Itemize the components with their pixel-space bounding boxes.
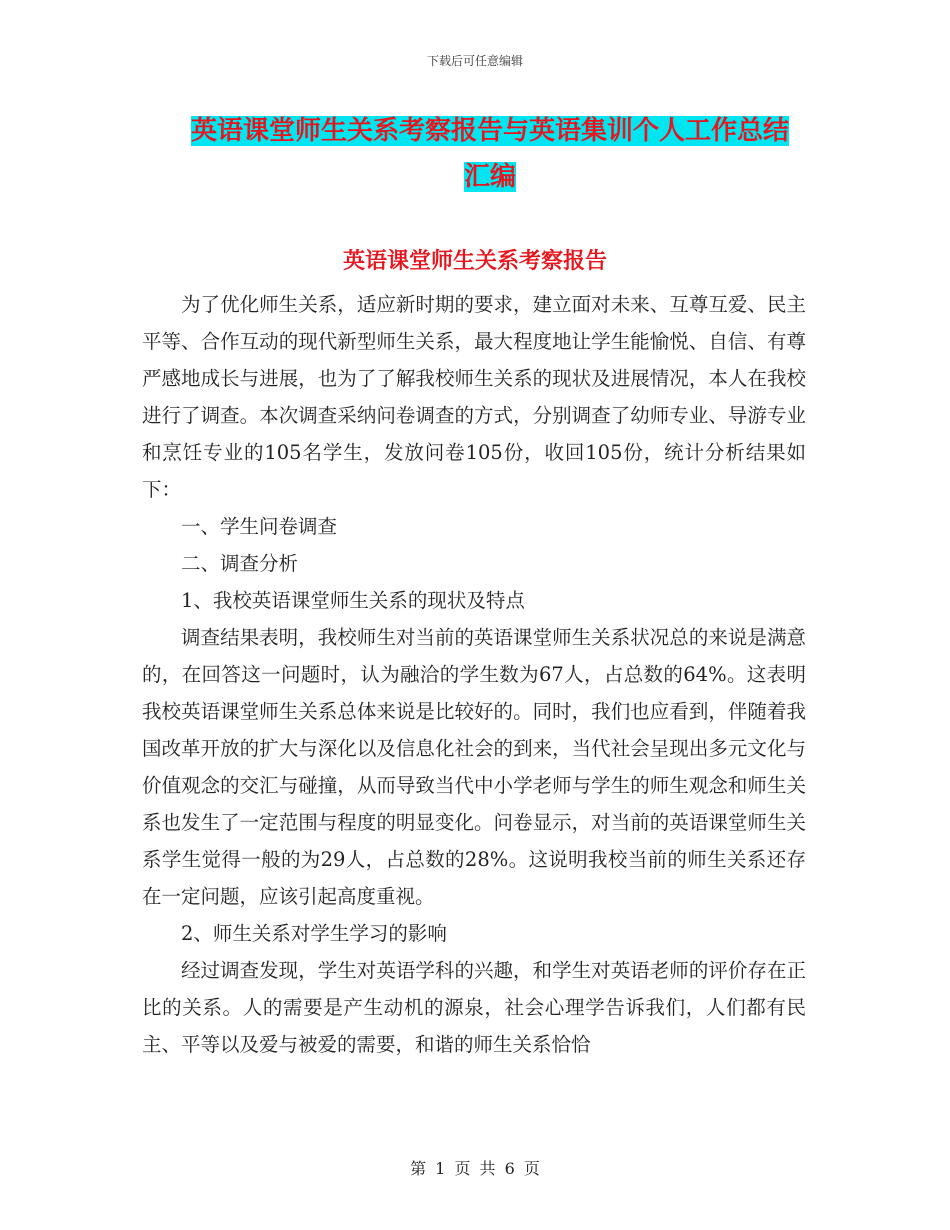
heading-analysis: 二、调查分析 [181, 552, 299, 575]
subheading-influence: 2、师生关系对学生学习的影响 [181, 922, 447, 945]
page-header-note: 下载后可任意编辑 [426, 54, 523, 68]
paragraph-results: 调查结果表明，我校师生对当前的英语课堂师生关系状况总的来说是满意的，在回答这一问题时，认为融洽的学生数为67人，占总数的64%。这表明我校英语课堂师生关系总体来说是比较好的。同时，我们也应看到，伴随着我国改革开放的扩大与深化以及信息化社会的到来，当代社会呈现出多元文化与价值观念的交汇与碰撞，从而导致当代中小学老师与学生的师生观念和师生关系也发生了一定范围与程度的明显变化。问卷显示，对当前的英语课堂师生关系学生觉得一般的为29人，占总数的28%。这说明我校当前的师生关系还存在一定问题，应该引起高度重视。 [142, 626, 806, 908]
paragraph-intro: 为了优化师生关系，适应新时期的要求，建立面对未来、互尊互爱、民主平等、合作互动的现代新型师生关系，最大程度地让学生能愉悦、自信、有尊严感地成长与进展，也为了了解我校师生关系的现状及进展情况，本人在我校进行了调查。本次调查采纳问卷调查的方式，分别调查了幼师专业、导游专业和烹饪专业的105名学生，发放问卷105份，收回105份，统计分析结果如下： [142, 293, 806, 501]
document-title-line-2: 汇编 [463, 162, 516, 192]
subheading-status: 1、我校英语课堂师生关系的现状及特点 [181, 589, 525, 612]
page-footer: 第 1 页 共 6 页 [410, 1159, 540, 1178]
heading-survey: 一、学生问卷调查 [181, 515, 338, 538]
paragraph-findings: 经过调查发现，学生对英语学科的兴趣，和学生对英语老师的评价存在正比的关系。人的需要是产生动机的源泉，社会心理学告诉我们，人们都有民主、平等以及爱与被爱的需要，和谐的师生关系恰恰 [142, 959, 806, 1056]
document-body [142, 286, 806, 1063]
document-title [150, 108, 830, 200]
document-title-line-1: 英语课堂师生关系考察报告与英语集训个人工作总结 [190, 116, 789, 146]
section-title: 英语课堂师生关系考察报告 [342, 248, 607, 274]
